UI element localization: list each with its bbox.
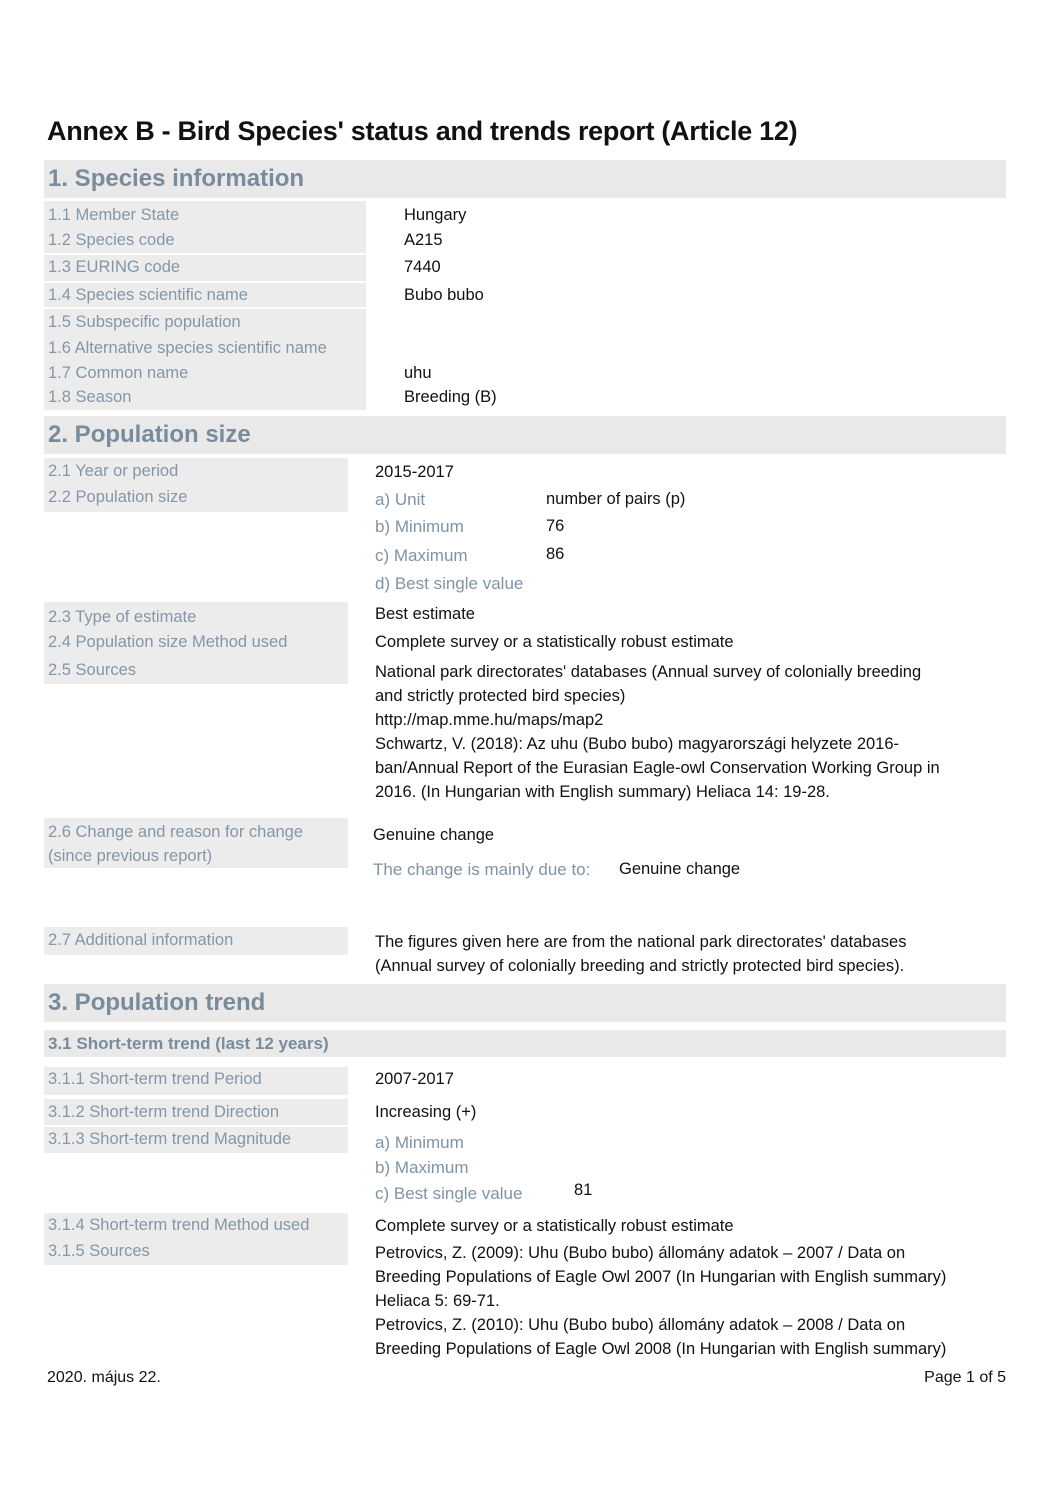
- value-unit: number of pairs (p): [546, 490, 686, 508]
- label-change-due: The change is mainly due to:: [373, 860, 591, 879]
- label-member-state: 1.1 Member State: [48, 206, 180, 224]
- label-unit: a) Unit: [375, 490, 426, 509]
- value-minimum: 76: [546, 517, 565, 535]
- value-maximum: 86: [546, 545, 565, 563]
- label-common-name: 1.7 Common name: [48, 364, 189, 382]
- source-line: and strictly protected bird species): [375, 687, 626, 705]
- label-season: 1.8 Season: [48, 388, 132, 406]
- value-euring-code: 7440: [404, 258, 441, 276]
- additional-line: (Annual survey of colonially breeding and strictly protected bird species).: [375, 957, 905, 975]
- source-line: Breeding Populations of Eagle Owl 2008 (In Hungarian with English summary): [375, 1340, 947, 1358]
- value-type-of-estimate: Best estimate: [375, 605, 475, 623]
- source-link: http://map.mme.hu/maps/map2: [375, 711, 604, 729]
- footer-date: 2020. május 22.: [47, 1369, 161, 1386]
- value-trend-method: Complete survey or a statistically robust estimate: [375, 1217, 734, 1235]
- source-line: Heliaca 5: 69-71.: [375, 1292, 500, 1310]
- label-trend-magnitude: 3.1.3 Short-term trend Magnitude: [48, 1130, 292, 1148]
- label-species-code: 1.2 Species code: [48, 231, 175, 249]
- value-change: Genuine change: [373, 826, 495, 844]
- value-member-state: Hungary: [404, 206, 467, 224]
- value-trend-direction: Increasing (+): [375, 1103, 477, 1121]
- label-trend-sources: 3.1.5 Sources: [48, 1242, 150, 1260]
- value-trend-period: 2007-2017: [375, 1070, 454, 1088]
- source-line: Petrovics, Z. (2009): Uhu (Bubo bubo) állomány adatok – 2007 / Data on: [375, 1244, 906, 1262]
- section-heading-population-size: 2. Population size: [44, 416, 1006, 454]
- value-year-period: 2015-2017: [375, 463, 454, 481]
- source-line: Breeding Populations of Eagle Owl 2007 (In Hungarian with English summary): [375, 1268, 947, 1286]
- label-population-size: 2.2 Population size: [48, 488, 188, 506]
- label-type-of-estimate: 2.3 Type of estimate: [48, 608, 197, 626]
- label-best-single-value: d) Best single value: [375, 574, 524, 593]
- source-line: 2016. (In Hungarian with English summary) Heliaca 14: 19-28.: [375, 783, 830, 801]
- value-sources: [375, 660, 1005, 804]
- value-scientific-name: Bubo bubo: [404, 286, 484, 304]
- subsection-heading-short-term-trend: 3.1 Short-term trend (last 12 years): [44, 1030, 1006, 1057]
- value-change-due: Genuine change: [619, 860, 741, 878]
- label-alternative-name: 1.6 Alternative species scientific name: [48, 339, 327, 357]
- label-additional-information: 2.7 Additional information: [48, 931, 234, 949]
- label-change-reason-sub: (since previous report): [48, 847, 213, 865]
- value-trend-sources: [375, 1241, 1005, 1361]
- label-trend-method: 3.1.4 Short-term trend Method used: [48, 1216, 310, 1234]
- value-species-code: A215: [404, 231, 443, 249]
- label-minimum: b) Minimum: [375, 517, 464, 536]
- label-maximum: c) Maximum: [375, 546, 468, 565]
- section-heading-population-trend: 3. Population trend: [44, 984, 1006, 1022]
- label-sources: 2.5 Sources: [48, 661, 137, 679]
- section-heading-species-information: 1. Species information: [44, 160, 1006, 198]
- label-magnitude-maximum: b) Maximum: [375, 1158, 469, 1177]
- source-line: Schwartz, V. (2018): Az uhu (Bubo bubo) magyarországi helyzete 2016-: [375, 735, 900, 753]
- label-year-period: 2.1 Year or period: [48, 462, 179, 480]
- label-method-used: 2.4 Population size Method used: [48, 633, 288, 651]
- label-trend-period: 3.1.1 Short-term trend Period: [48, 1070, 262, 1088]
- value-additional-information: [375, 930, 1005, 978]
- value-method-used: Complete survey or a statistically robust estimate: [375, 633, 734, 651]
- additional-line: The figures given here are from the national park directorates' databases: [375, 933, 907, 951]
- label-magnitude-minimum: a) Minimum: [375, 1133, 464, 1152]
- label-magnitude-best: c) Best single value: [375, 1184, 523, 1203]
- page-title: Annex B - Bird Species' status and trends report (Article 12): [47, 116, 798, 146]
- source-line: ban/Annual Report of the Eurasian Eagle-owl Conservation Working Group in: [375, 759, 940, 777]
- value-common-name: uhu: [404, 364, 432, 382]
- label-scientific-name: 1.4 Species scientific name: [48, 286, 248, 304]
- label-change-reason: 2.6 Change and reason for change: [48, 823, 304, 841]
- footer-page-number: Page 1 of 5: [924, 1369, 1006, 1386]
- source-line: National park directorates' databases (Annual survey of colonially breeding: [375, 663, 922, 681]
- label-trend-direction: 3.1.2 Short-term trend Direction: [48, 1103, 280, 1121]
- value-magnitude-best: 81: [574, 1181, 593, 1199]
- label-euring-code: 1.3 EURING code: [48, 258, 181, 276]
- value-season: Breeding (B): [404, 388, 497, 406]
- label-subspecific-population: 1.5 Subspecific population: [48, 313, 241, 331]
- source-line: Petrovics, Z. (2010): Uhu (Bubo bubo) állomány adatok – 2008 / Data on: [375, 1316, 906, 1334]
